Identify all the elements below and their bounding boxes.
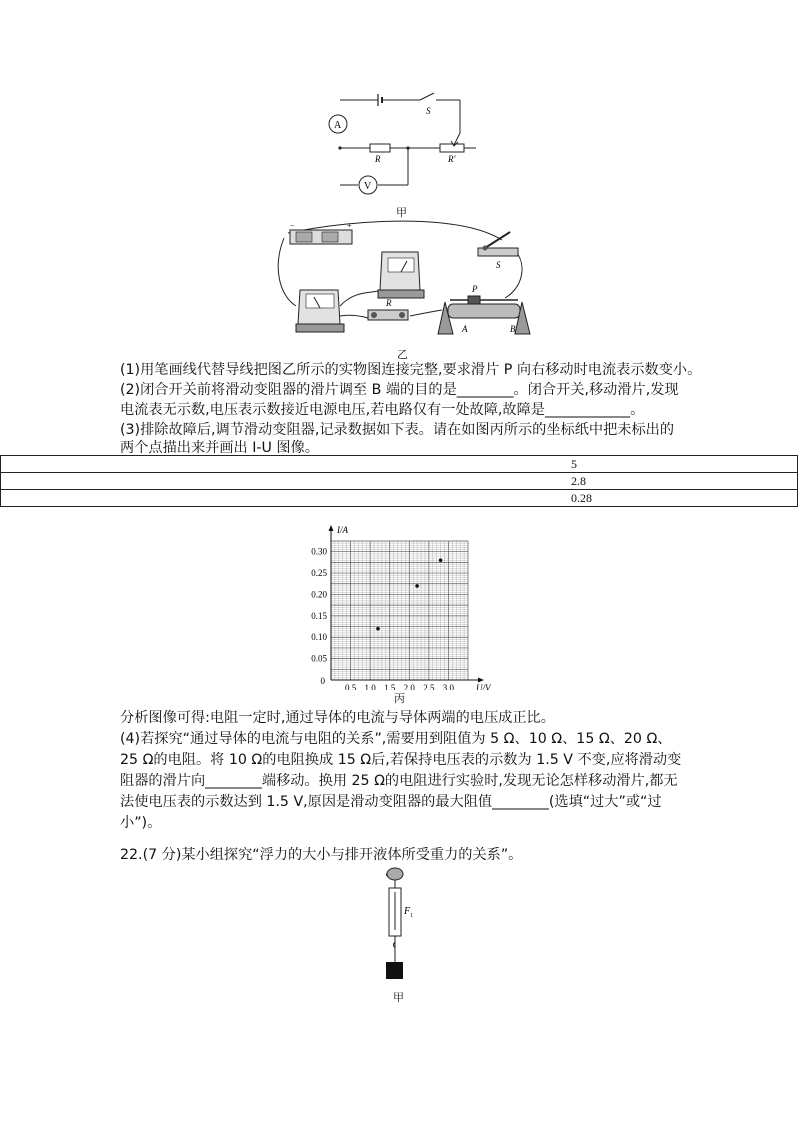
data-point	[439, 558, 443, 562]
y-axis-label: I/A	[337, 525, 348, 535]
y-tick-label: 0.10	[311, 632, 327, 643]
iu-graph	[300, 518, 495, 690]
y-tick-label: 0.25	[311, 568, 327, 579]
question-1: (1)用笔画线代替导线把图乙所示的实物图连接完整,要求滑片 P 向右移动时电流表示数变小。	[120, 362, 702, 378]
rheostat-device	[438, 296, 530, 334]
circuit-label: 甲	[396, 206, 407, 219]
x-tick-label: 2.5	[423, 683, 435, 690]
apparatus-label: 乙	[397, 348, 408, 361]
resistor-device	[368, 310, 408, 320]
x-tick-label: 2.0	[403, 683, 415, 690]
question-4-line-2: 25 Ω的电阻。将 10 Ω的电阻换成 15 Ω后,若保持电压表的示数为 1.5 V 不变,应将滑动变	[120, 752, 682, 768]
buoyancy-label: 甲	[393, 991, 404, 1004]
ammeter-symbol: A	[334, 120, 342, 131]
y-tick-label: 0.15	[311, 610, 327, 621]
svg-text:+: +	[347, 221, 352, 230]
question-2-line-2: 电流表无示数,电压表示数接近电源电压,若电路仅有一处故障,故障是____________。	[120, 402, 645, 418]
question-3-line-2: 两个点描出来并画出 I-U 图像。	[120, 440, 319, 456]
analysis-text: 分析图像可得:电阻一定时,通过导体的电流与导体两端的电压成正比。	[120, 710, 555, 726]
y-tick-label: 0.05	[311, 653, 327, 664]
apparatus-resistor-label: R	[386, 298, 392, 308]
circuit-diagram	[320, 88, 480, 203]
x-tick-label: 3.0	[442, 683, 455, 690]
question-4-line-5: 小”)。	[120, 815, 162, 831]
table-row	[1, 473, 798, 490]
table-cell: 2.8	[1, 473, 798, 490]
ammeter-device	[296, 290, 344, 332]
resistor-label: R	[375, 154, 381, 164]
voltmeter-device	[378, 252, 424, 298]
x-axis-label: U/V	[476, 683, 491, 690]
apparatus-figure	[270, 218, 535, 343]
question-4-line-1: (4)若探究“通过导体的电流与电阻的关系”,需要用到阻值为 5 Ω、10 Ω、15 Ω、20 Ω、	[120, 731, 672, 747]
table-cell: 0.28	[1, 490, 798, 507]
apparatus-terminal-a: A	[462, 324, 468, 334]
force-subscript: 1	[410, 913, 413, 919]
y-tick-label: 0.30	[311, 546, 327, 557]
apparatus-slider-label: P	[472, 284, 478, 294]
x-axis-arrow	[478, 678, 484, 683]
table-cell: 5	[1, 456, 798, 473]
switch-device	[478, 232, 518, 256]
table-row	[1, 456, 798, 473]
voltmeter-symbol: V	[364, 181, 372, 192]
apparatus-terminal-b: B	[510, 324, 516, 334]
data-point	[415, 584, 419, 588]
question-3-line-1: (3)排除故障后,调节滑动变阻器,记录数据如下表。请在如图丙所示的坐标纸中把未标出的	[120, 422, 675, 438]
x-tick-label: 1.5	[384, 683, 396, 690]
svg-text:−: −	[290, 221, 295, 230]
y-axis-arrow	[329, 525, 334, 531]
switch-label: S	[426, 106, 431, 116]
force-label: F	[404, 906, 411, 917]
data-point	[376, 627, 380, 631]
table-row	[1, 490, 798, 507]
rheostat-label: R′	[448, 154, 456, 164]
question-22: 22.(7 分)某小组探究“浮力的大小与排开液体所受重力的关系”。	[120, 847, 523, 863]
question-4-line-3: 阻器的滑片向________端移动。换用 25 Ω的电阻进行实验时,发现无论怎样移动滑片,都无	[120, 773, 678, 789]
graph-label: 丙	[394, 692, 405, 705]
spring-scale-figure	[375, 866, 415, 986]
origin-label: 0	[320, 676, 325, 686]
question-4-line-4: 法使电压表的示数达到 1.5 V,原因是滑动变阻器的最大阻值________(选填“过大”或“过	[120, 794, 662, 810]
y-tick-label: 0.20	[311, 589, 327, 600]
apparatus-switch-label: S	[496, 260, 501, 270]
x-tick-label: 0.5	[344, 683, 357, 690]
data-table	[0, 455, 798, 507]
question-2-line-1: (2)闭合开关前将滑动变阻器的滑片调至 B 端的目的是________。闭合开关,移动滑片,发现	[120, 382, 679, 398]
weight-block	[386, 962, 403, 979]
x-tick-label: 1.0	[364, 683, 376, 690]
